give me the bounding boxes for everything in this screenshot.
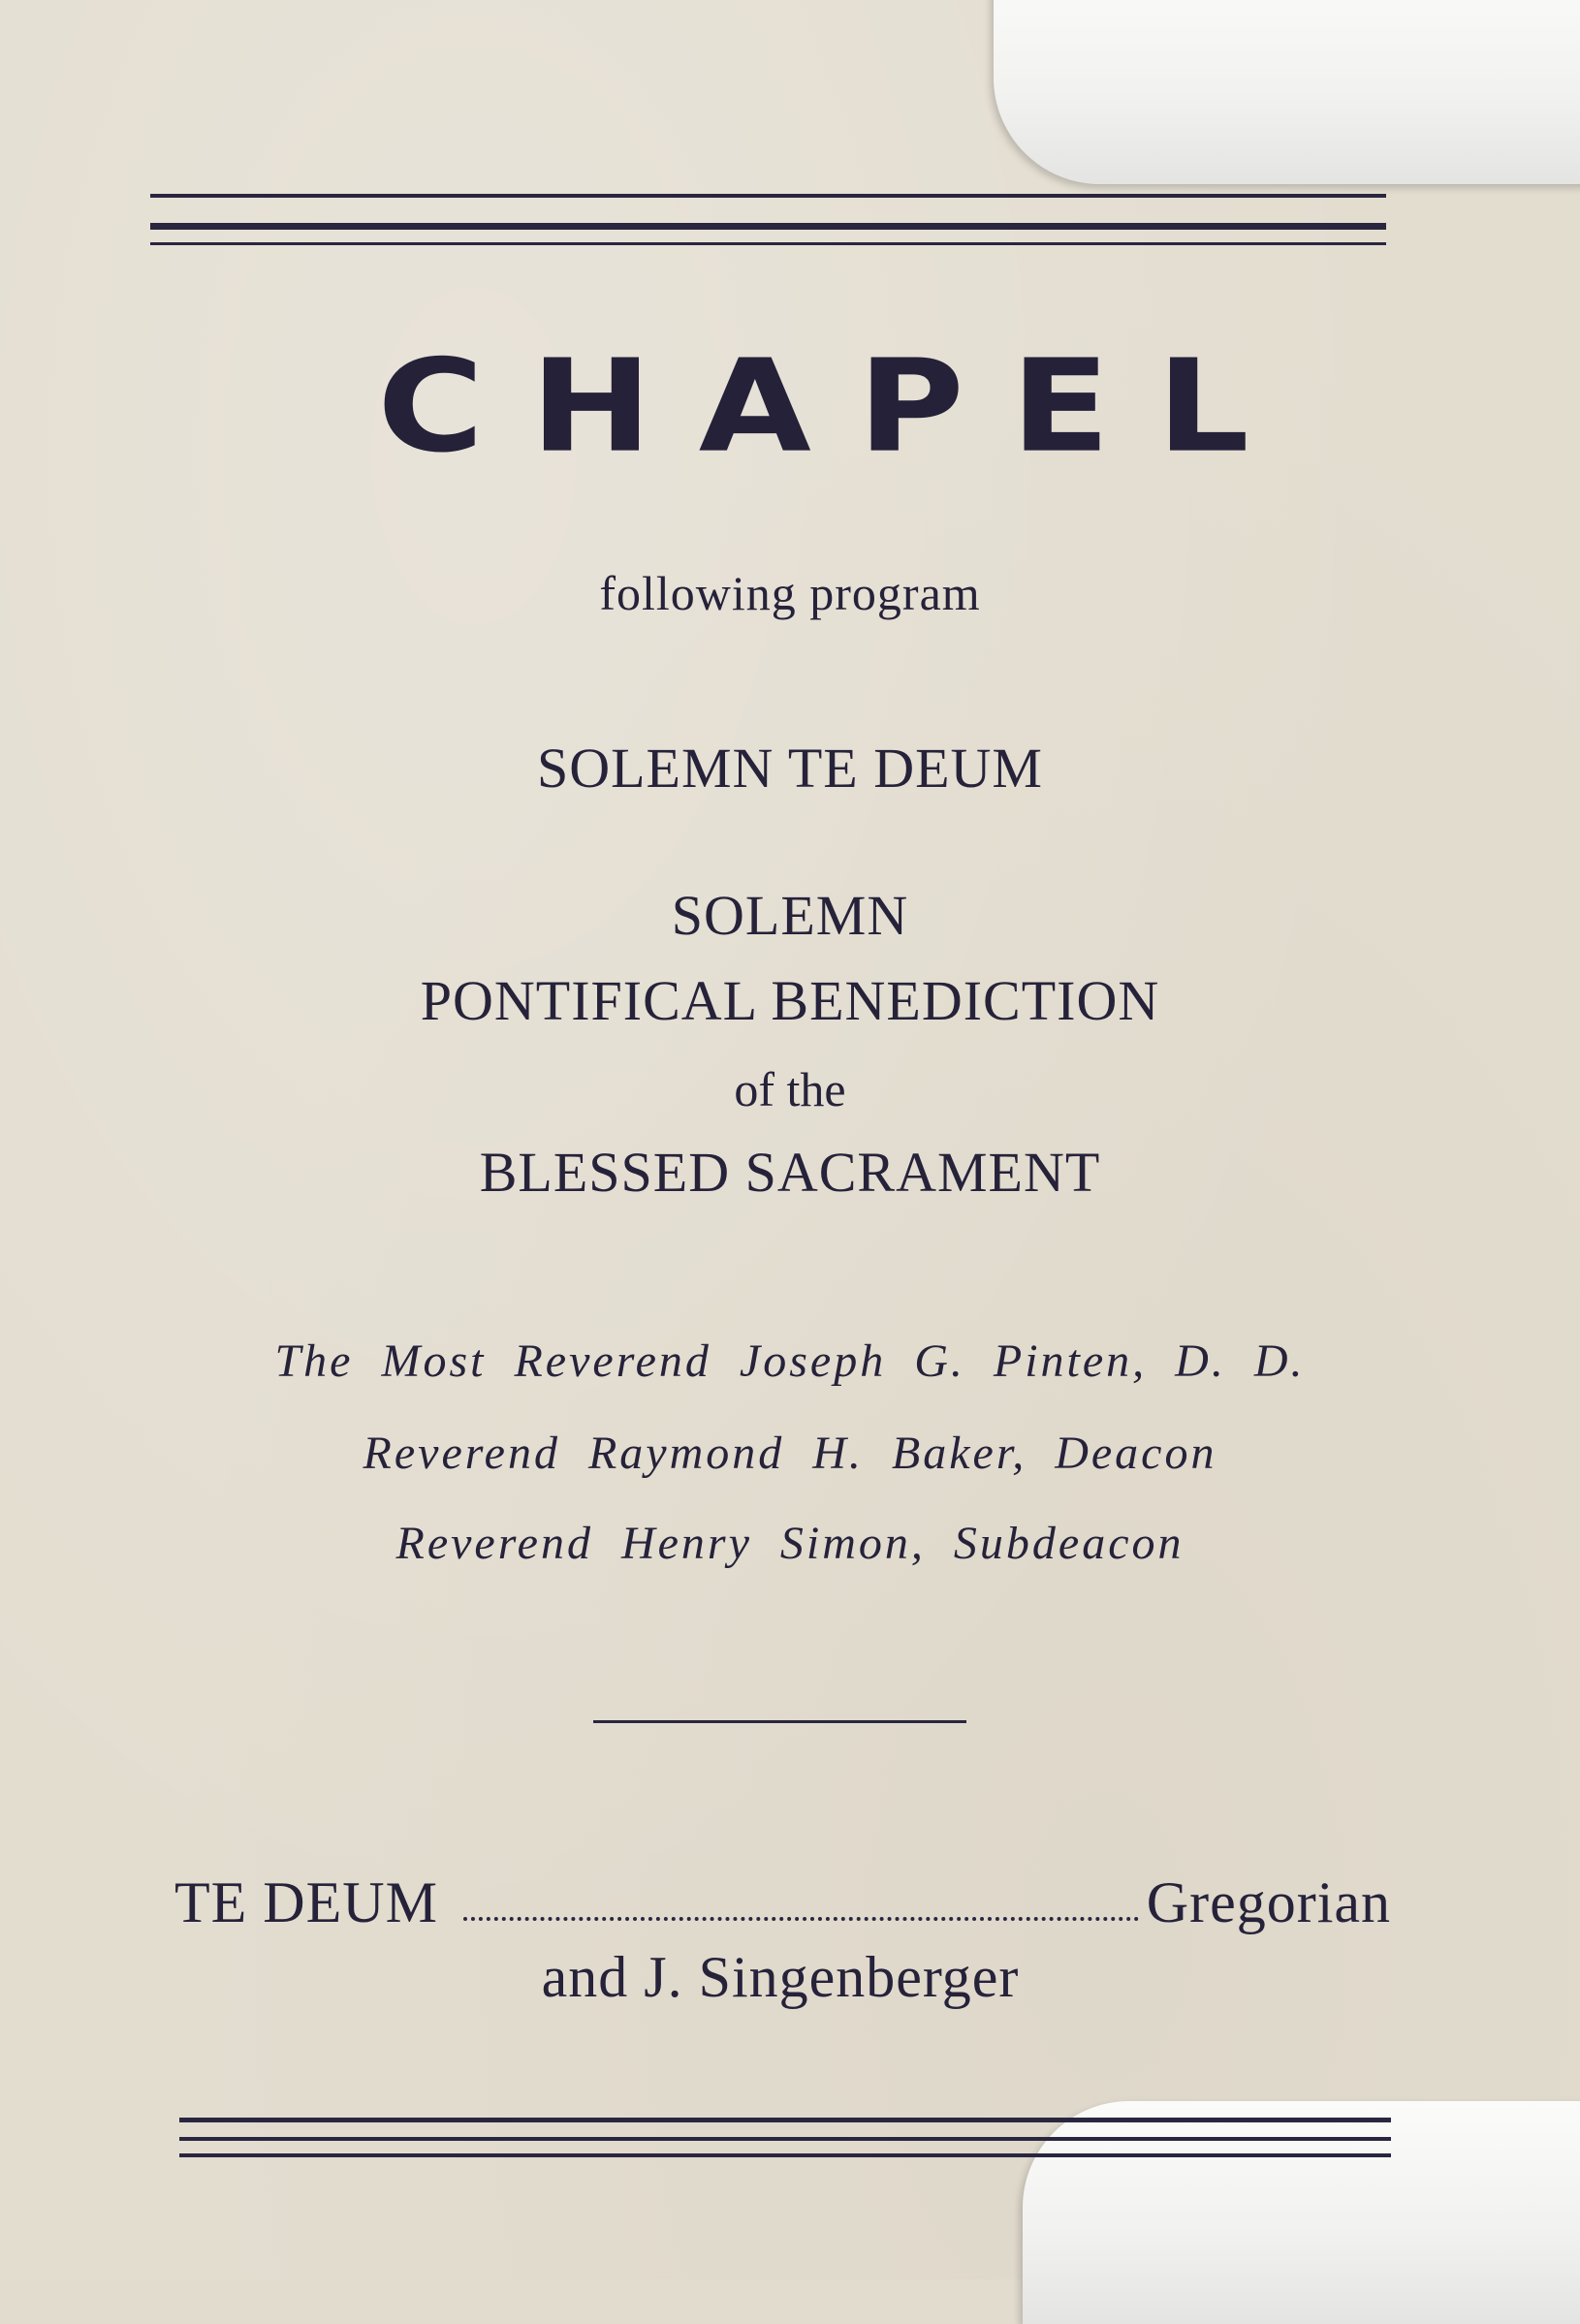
service-heading-blessed-sacrament: BLESSED SACRAMENT <box>479 1141 1101 1204</box>
page-subtitle: following program <box>599 566 981 620</box>
service-heading-solemn: SOLEMN <box>671 884 909 947</box>
binder-clip-top <box>994 0 1580 184</box>
top-rule-line <box>150 223 1386 230</box>
section-divider <box>593 1720 966 1723</box>
clergy-celebrant: The Most Reverend Joseph G. Pinten, D. D. <box>274 1335 1306 1387</box>
top-rule-line <box>150 194 1386 198</box>
top-rule-line <box>150 242 1386 245</box>
bottom-rule-line <box>179 2153 1391 2157</box>
clergy-subdeacon: Reverend Henry Simon, Subdeacon <box>395 1518 1185 1569</box>
binder-clip-bottom <box>1023 2101 1580 2324</box>
program-item-title: TE DEUM <box>174 1870 438 1934</box>
dot-leader <box>463 1917 1139 1921</box>
page-title: CHAPEL <box>377 332 1296 482</box>
service-heading-te-deum: SOLEMN TE DEUM <box>536 737 1044 800</box>
service-heading-of-the: of the <box>734 1062 846 1116</box>
bottom-rule-line <box>179 2137 1391 2141</box>
program-item-continuation: and J. Singenberger <box>541 1945 1020 2009</box>
program-item-composer: Gregorian <box>1146 1870 1391 1934</box>
service-heading-pontifical-benediction: PONTIFICAL BENEDICTION <box>420 969 1160 1032</box>
bottom-rule-line <box>179 2118 1391 2122</box>
program-item <box>174 1869 1391 1936</box>
clergy-deacon: Reverend Raymond H. Baker, Deacon <box>363 1428 1217 1479</box>
